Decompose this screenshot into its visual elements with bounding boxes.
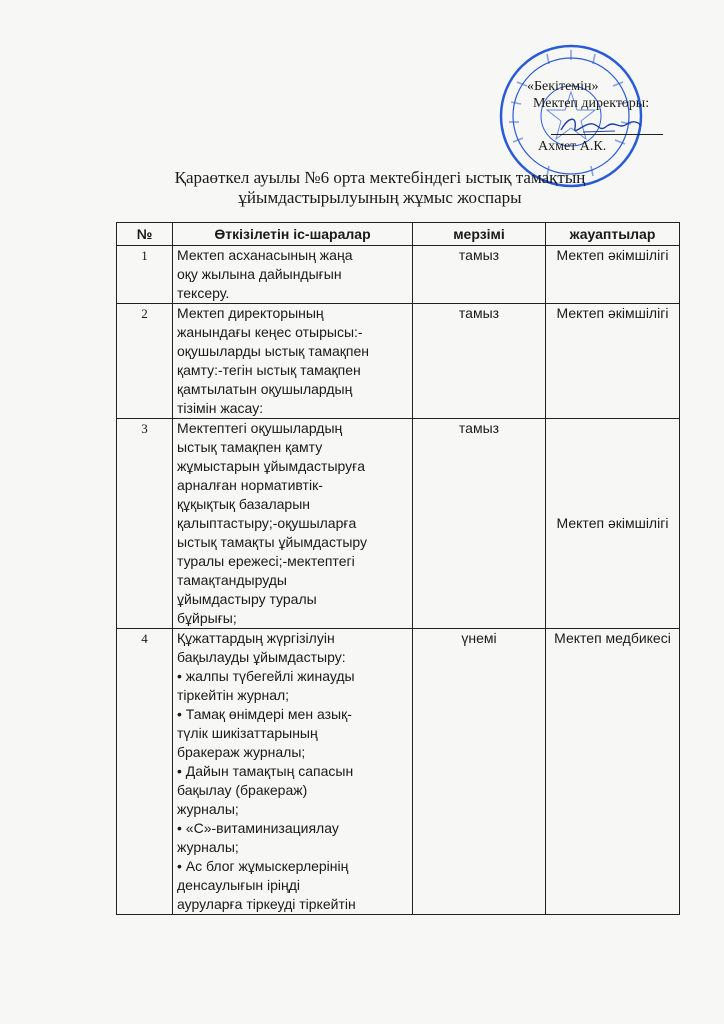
activity-line: Мектеп директорының bbox=[177, 305, 324, 321]
activity-line: арналған нормативтік- bbox=[177, 477, 323, 493]
activity-line: Құжаттардың жүргізілуін bbox=[177, 630, 335, 646]
plan-table bbox=[116, 222, 680, 915]
title-line-2: ұйымдастырылуының жұмыс жоспары bbox=[238, 188, 522, 207]
activity-line: • жалпы түбегейлі жинауды bbox=[177, 668, 355, 684]
signature-area bbox=[525, 112, 649, 138]
row-activity bbox=[173, 629, 413, 915]
header-activity: Өткізілетін іс-шаралар bbox=[173, 223, 413, 246]
activity-line: ауруларға тіркеуді тіркейтін bbox=[177, 896, 356, 912]
row-deadline: тамыз bbox=[413, 304, 546, 419]
title-line-1: Қараөткел ауылы №6 орта мектебіндегі ыстық тамақтың bbox=[174, 168, 586, 187]
activity-line: қалыптастыру;-оқушыларға bbox=[177, 515, 357, 531]
approval-position: Мектеп директоры: bbox=[533, 96, 650, 111]
table-header-row bbox=[117, 223, 680, 246]
row-responsible: Мектеп әкімшілігі bbox=[546, 246, 680, 304]
document-title bbox=[100, 168, 660, 208]
activity-line: • Тамақ өнімдері мен азық- bbox=[177, 706, 352, 722]
activity-line: ұйымдастыру туралы bbox=[177, 591, 317, 607]
activity-line: бақылауды ұйымдастыру: bbox=[177, 649, 346, 665]
activity-line: тексеру. bbox=[177, 285, 230, 301]
activity-line: бақылау (бракераж) bbox=[177, 782, 308, 798]
approval-block bbox=[525, 78, 649, 155]
activity-line: бұйрығы; bbox=[177, 610, 237, 626]
row-deadline: тамыз bbox=[413, 419, 546, 629]
row-number: 4 bbox=[117, 629, 173, 915]
table-row bbox=[117, 629, 680, 915]
row-number: 1 bbox=[117, 246, 173, 304]
table-row bbox=[117, 304, 680, 419]
activity-line: бракераж журналы; bbox=[177, 744, 306, 760]
activity-line: жанындағы кеңес отырысы:- bbox=[177, 324, 363, 340]
activity-line: тамақтандыруды bbox=[177, 572, 287, 588]
activity-line: қамту:-тегін ыстық тамақпен bbox=[177, 362, 361, 378]
activity-line: құқықтық базаларын bbox=[177, 496, 310, 512]
activity-line: журналы; bbox=[177, 839, 239, 855]
activity-line: ыстық тамақты ұйымдастыру bbox=[177, 534, 368, 550]
activity-line: оқу жылына дайындығын bbox=[177, 266, 342, 282]
row-responsible: Мектеп әкімшілігі bbox=[546, 304, 680, 419]
row-deadline: тамыз bbox=[413, 246, 546, 304]
table-row bbox=[117, 246, 680, 304]
activity-line: тізімін жасау: bbox=[177, 400, 264, 416]
director-name: Ахмет А.К. bbox=[538, 139, 607, 154]
row-responsible: Мектеп әкімшілігі bbox=[546, 419, 680, 629]
activity-line: оқушыларды ыстық тамақпен bbox=[177, 343, 369, 359]
activity-line: журналы; bbox=[177, 801, 239, 817]
row-number: 3 bbox=[117, 419, 173, 629]
row-activity bbox=[173, 304, 413, 419]
table-row bbox=[117, 419, 680, 629]
activity-line: Мектептегі оқушылардың bbox=[177, 420, 343, 436]
header-number: № bbox=[117, 223, 173, 246]
activity-line: туралы ережесі;-мектептегі bbox=[177, 553, 355, 569]
activity-line: ыстық тамақпен қамту bbox=[177, 439, 323, 455]
row-activity bbox=[173, 246, 413, 304]
activity-line: Мектеп асханасының жаңа bbox=[177, 247, 353, 263]
row-deadline: үнемі bbox=[413, 629, 546, 915]
row-number: 2 bbox=[117, 304, 173, 419]
activity-line: • «С»-витаминизациялау bbox=[177, 820, 339, 836]
signature-line bbox=[551, 134, 663, 135]
activity-line: • Ас блог жұмыскерлерінің bbox=[177, 858, 349, 874]
header-deadline: мерзімі bbox=[413, 223, 546, 246]
activity-line: • Дайын тамақтың сапасын bbox=[177, 763, 354, 779]
header-responsible: жауаптылар bbox=[546, 223, 680, 246]
activity-line: тіркейтін журнал; bbox=[177, 687, 290, 703]
activity-line: қамтылатын оқушылардың bbox=[177, 381, 353, 397]
activity-line: жұмыстарын ұйымдастыруға bbox=[177, 458, 366, 474]
activity-line: денсаулығын іріңді bbox=[177, 877, 301, 893]
row-activity bbox=[173, 419, 413, 629]
activity-line: түлік шикізаттарының bbox=[177, 725, 318, 741]
row-responsible: Мектеп медбикесі bbox=[546, 629, 680, 915]
approval-heading: «Бекітемін» bbox=[527, 79, 599, 94]
